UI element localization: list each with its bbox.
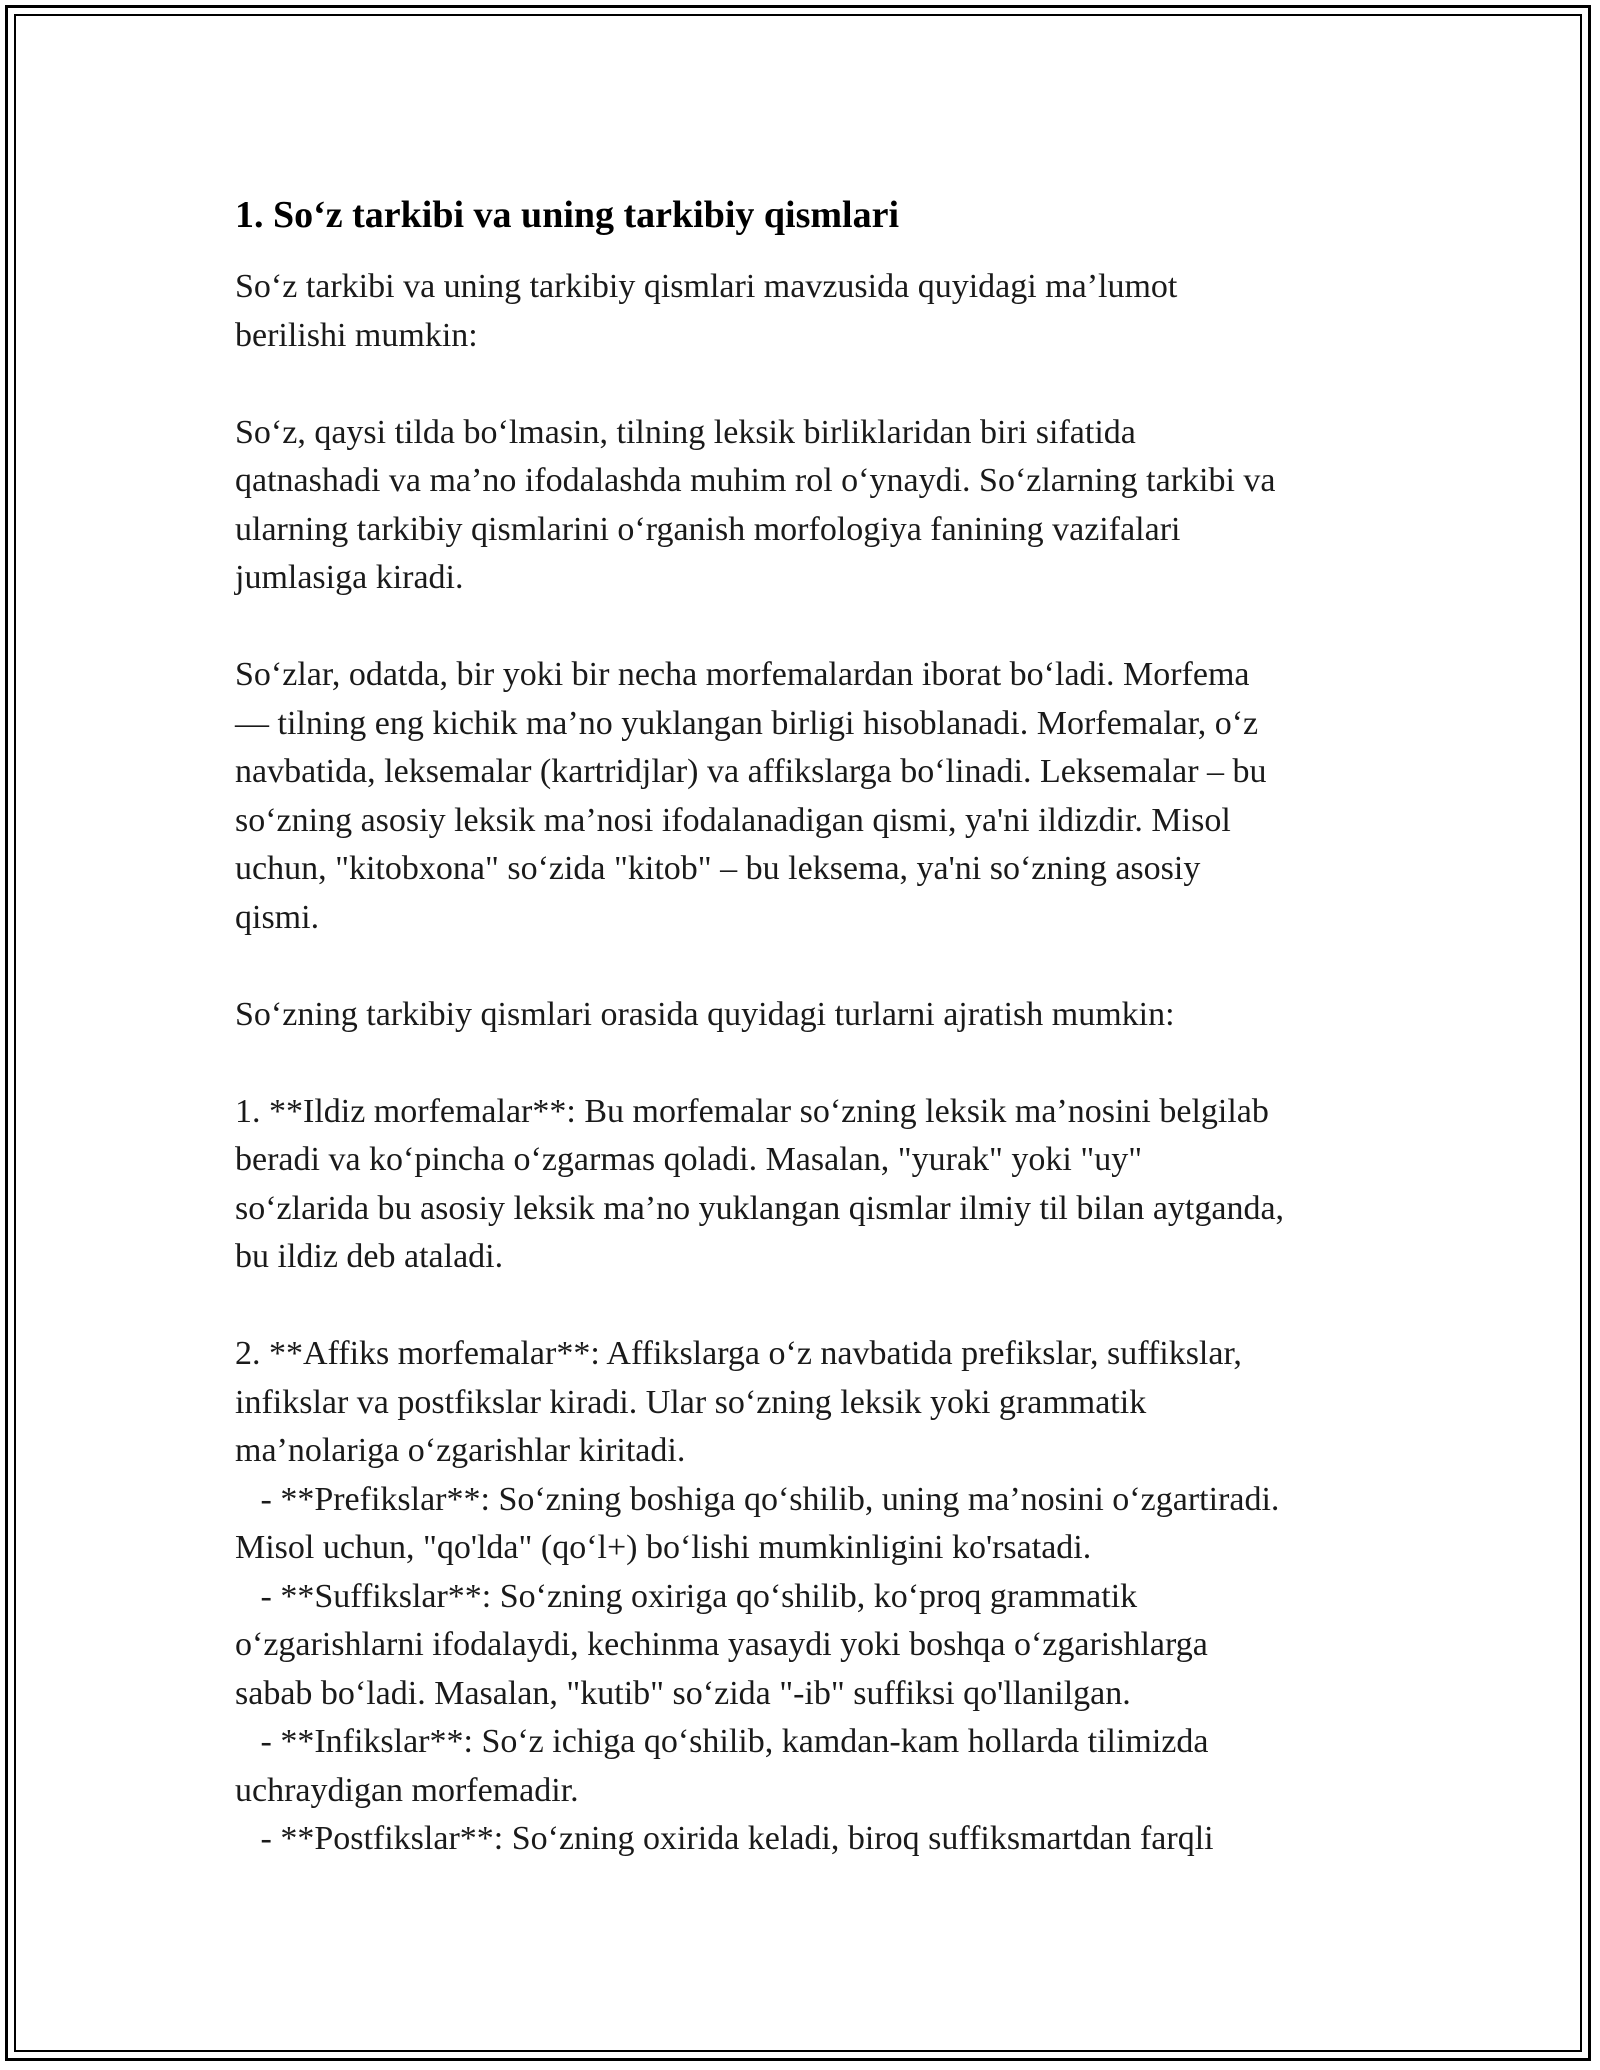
text-line: — tilning eng kichik ma’no yuklangan birligi hisoblanadi. Morfemalar, o‘z <box>235 704 1259 742</box>
text-line: - **Suffikslar**: So‘zning oxiriga qo‘shilib, ko‘proq grammatik <box>235 1577 1138 1615</box>
text-line: uchraydigan morfemadir. <box>235 1771 579 1809</box>
text-line: 1. **Ildiz morfemalar**: Bu morfemalar so‘zning leksik ma’nosini belgilab <box>235 1092 1269 1130</box>
text-line: So‘z tarkibi va uning tarkibiy qismlari mavzusida quyidagi ma’lumot <box>235 268 1178 305</box>
text-line: Misol uchun, "qo'lda" (qo‘l+) bo‘lishi mumkinligini ko'rsatadi. <box>235 1529 1092 1566</box>
text-line <box>235 1039 1385 1088</box>
text-line: So‘zning tarkibiy qismlari orasida quyidagi turlarni ajratish mumkin: <box>235 995 1175 1033</box>
text-line: ma’nolariga o‘zgarishlar kiritadi. <box>235 1432 686 1469</box>
text-line <box>235 360 1385 409</box>
text-line: berilishi mumkin: <box>235 316 478 354</box>
text-line: beradi va ko‘pincha o‘zgarmas qoladi. Masalan, "yurak" yoki "uy" <box>235 1141 1143 1178</box>
text-line: bu ildiz deb ataladi. <box>235 1238 504 1275</box>
text-line: - **Infikslar**: So‘z ichiga qo‘shilib, kamdan-kam hollarda tilimizda <box>235 1723 1209 1760</box>
text-line <box>235 603 1385 652</box>
text-line: qatnashadi va ma’no ifodalashda muhim rol o‘ynaydi. So‘zlarning tarkibi va <box>235 462 1276 499</box>
text-line: 2. **Affiks morfemalar**: Affikslarga o‘z navbatida prefikslar, suffikslar, <box>235 1335 1242 1372</box>
document-body <box>235 185 1385 1864</box>
text-line: infikslar va postfikslar kiradi. Ular so‘zning leksik yoki grammatik <box>235 1383 1147 1421</box>
text-line: ularning tarkibiy qismlarini o‘rganish morfologiya fanining vazifalari <box>235 510 1181 548</box>
text-line <box>235 1282 1385 1331</box>
text-line: So‘zlar, odatda, bir yoki bir necha morfemalardan iborat bo‘ladi. Morfema <box>235 656 1250 693</box>
text-line: so‘zlarida bu asosiy leksik ma’no yuklangan qismlar ilmiy til bilan aytganda, <box>235 1189 1285 1227</box>
text-line: so‘zning asosiy leksik ma’nosi ifodalanadigan qismi, ya'ni ildizdir. Misol <box>235 801 1231 839</box>
document-text <box>235 263 1385 1864</box>
text-line: sabab bo‘ladi. Masalan, "kutib" so‘zida "-ib" suffiksi qo'llanilgan. <box>235 1674 1131 1712</box>
text-line: qismi. <box>235 898 320 936</box>
text-line: navbatida, leksemalar (kartridjlar) va affikslarga bo‘linadi. Leksemalar – bu <box>235 753 1267 790</box>
text-line: uchun, "kitobxona" so‘zida "kitob" – bu leksema, ya'ni so‘zning asosiy <box>235 850 1201 887</box>
text-line <box>235 942 1385 991</box>
document-title: 1. So‘z tarkibi va uning tarkibiy qismlari <box>235 194 900 236</box>
text-line: o‘zgarishlarni ifodalaydi, kechinma yasaydi yoki boshqa o‘zgarishlarga <box>235 1626 1208 1663</box>
text-line: jumlasiga kiradi. <box>235 559 464 596</box>
text-line: - **Prefikslar**: So‘zning boshiga qo‘shilib, uning ma’nosini o‘zgartiradi. <box>235 1480 1280 1518</box>
text-line: - **Postfikslar**: So‘zning oxirida keladi, biroq suffiksmartdan farqli <box>235 1820 1214 1857</box>
text-line: So‘z, qaysi tilda bo‘lmasin, tilning leksik birliklaridan biri sifatida <box>235 413 1136 451</box>
